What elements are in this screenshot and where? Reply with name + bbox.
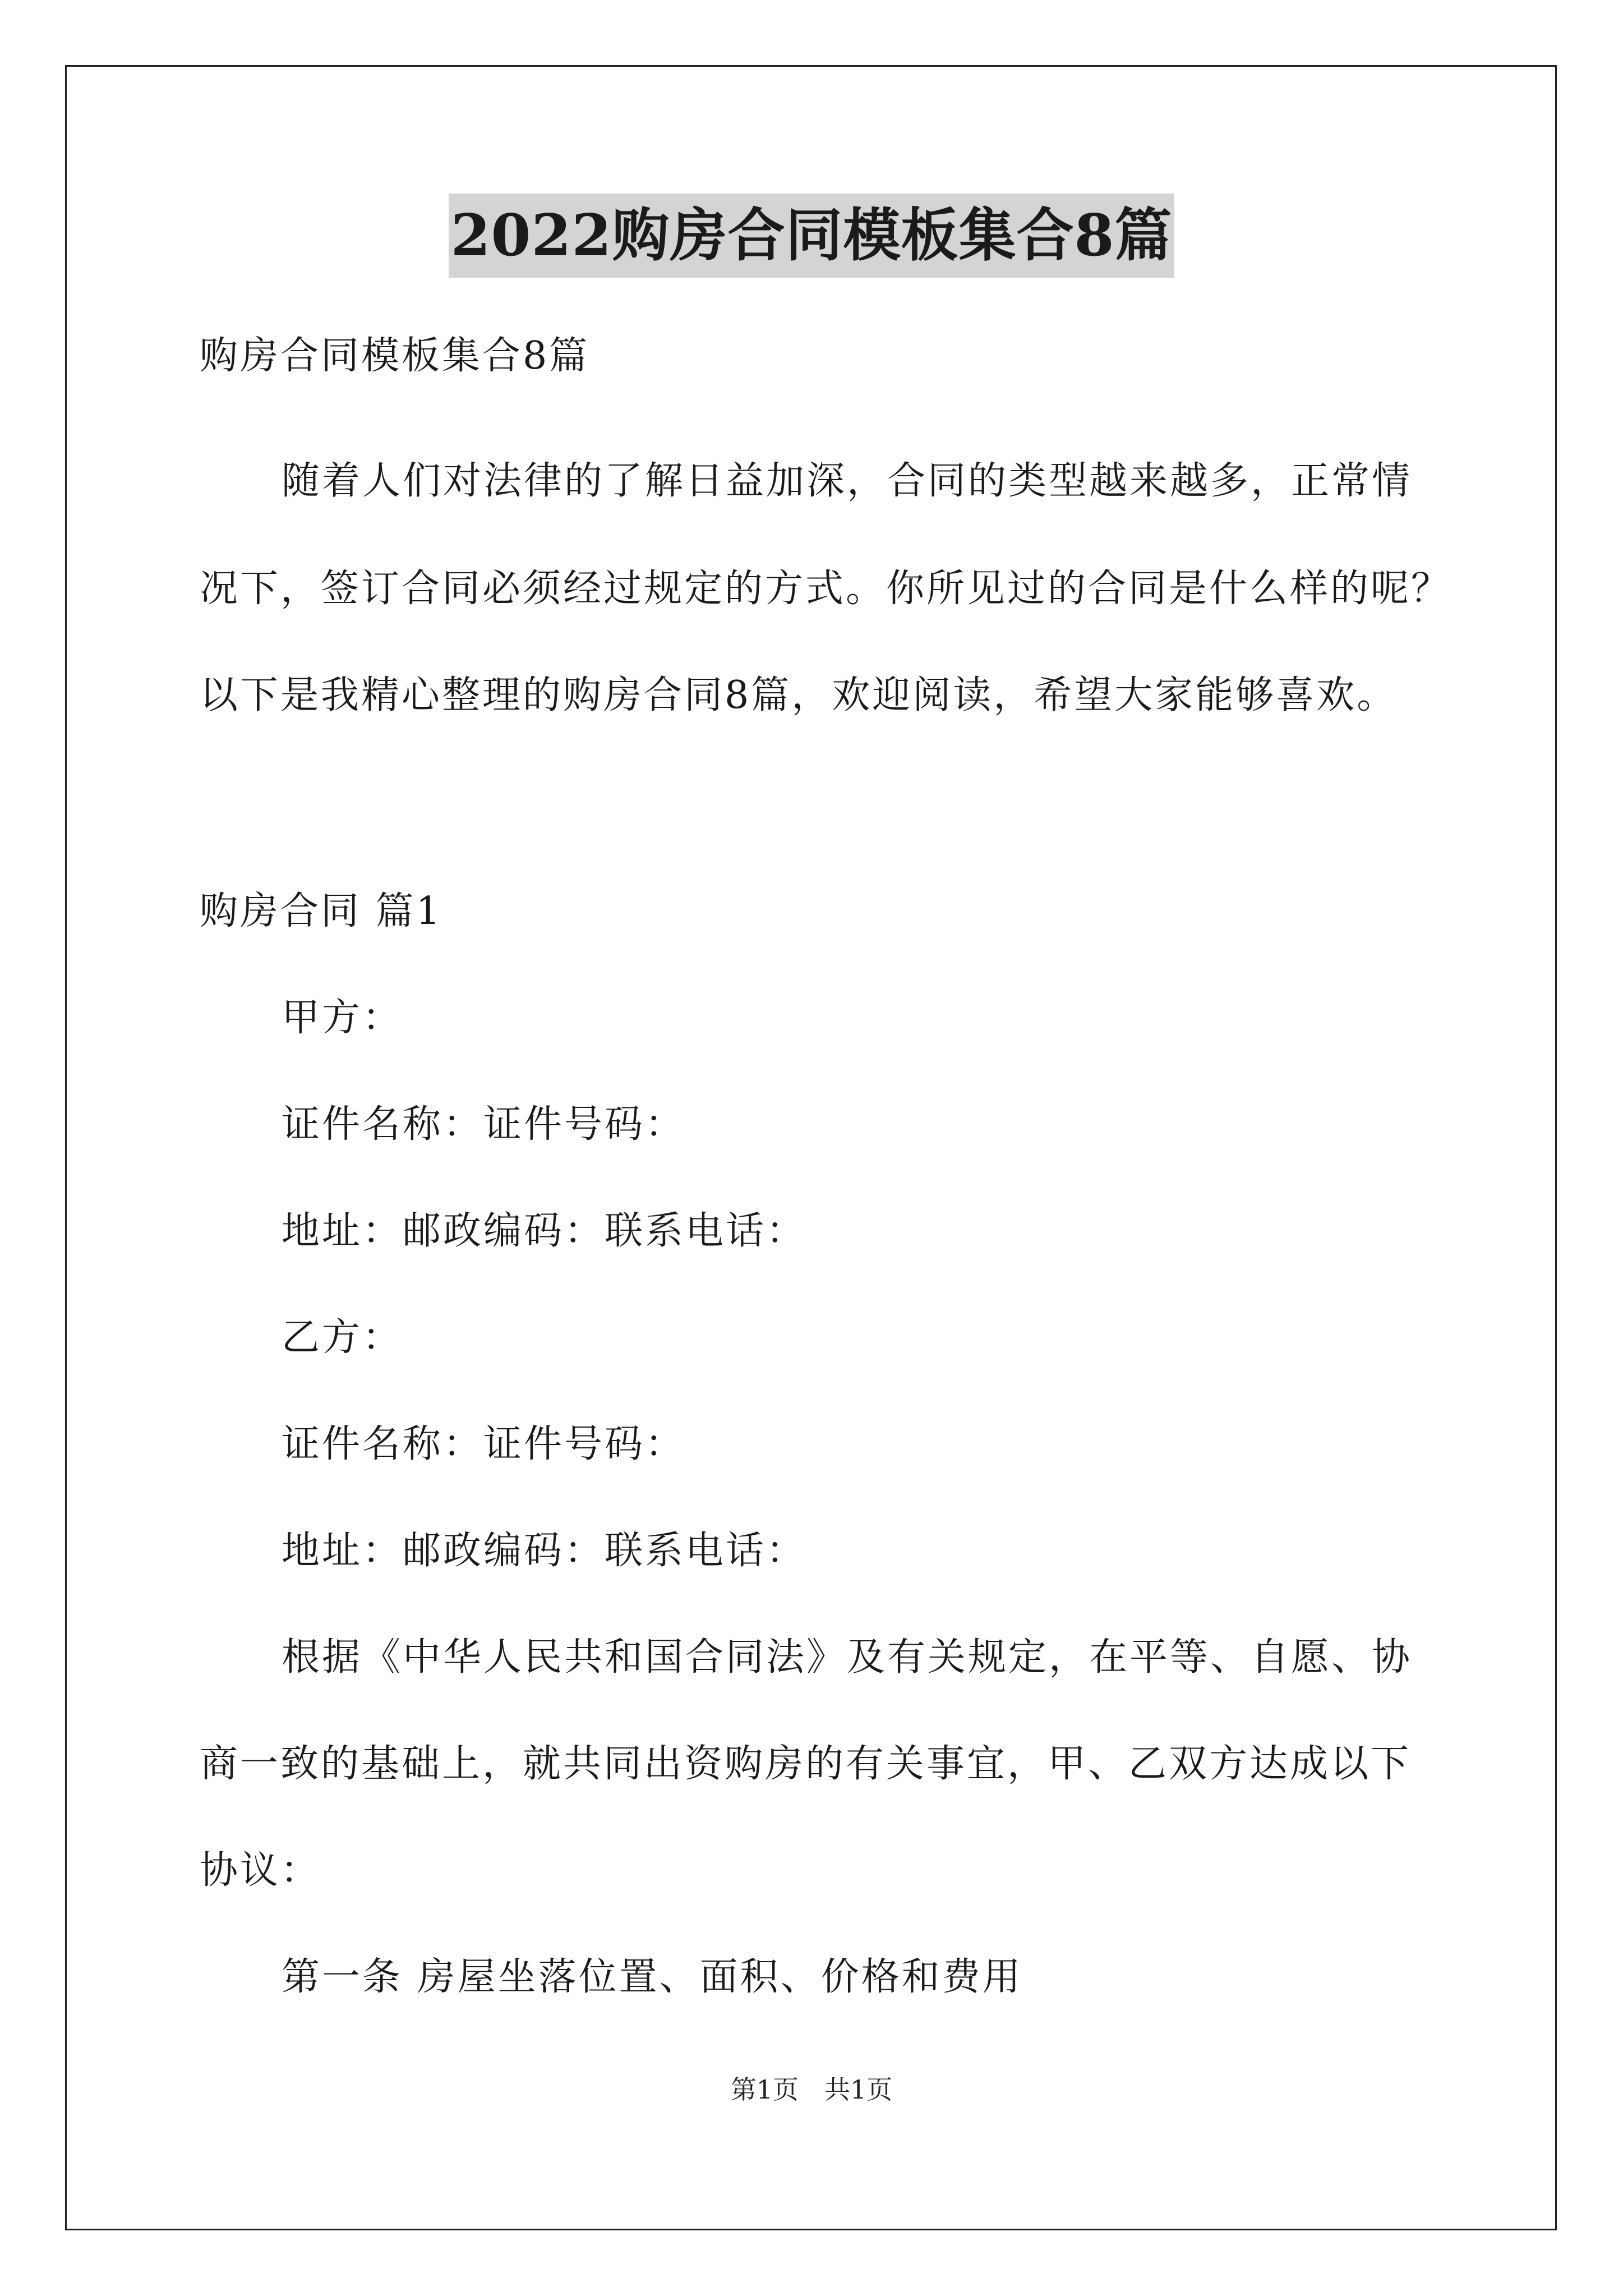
- party-b-label: 乙方：: [282, 1315, 403, 1360]
- party-a-label: 甲方：: [282, 996, 403, 1040]
- basis-line-3: 协议：: [200, 1848, 321, 1893]
- intro-line-1: 随着人们对法律的了解日益加深，合同的类型越来越多，正常情: [282, 459, 1413, 503]
- page-number-total: 共1页: [824, 2074, 893, 2105]
- document-title-text: 2022购房合同模板集合8篇: [449, 194, 1175, 278]
- page-footer: [0, 2073, 1623, 2106]
- intro-line-3: 以下是我精心整理的购房合同8篇，欢迎阅读，希望大家能够喜欢。: [200, 673, 1398, 717]
- article-1-heading: 第一条 房屋坐落位置、面积、价格和费用: [282, 1955, 1023, 1999]
- party-a-id-line: 证件名称：证件号码：: [282, 1102, 686, 1147]
- page-number-current: 第1页: [730, 2074, 799, 2105]
- party-b-contact-line: 地址：邮政编码：联系电话：: [282, 1529, 807, 1573]
- intro-line-2: 况下，签订合同必须经过规定的方式。你所见过的合同是什么样的呢？: [200, 567, 1452, 611]
- basis-line-1: 根据《中华人民共和国合同法》及有关规定，在平等、自愿、协: [282, 1635, 1413, 1680]
- basis-line-2: 商一致的基础上，就共同出资购房的有关事宜，甲、乙双方达成以下: [200, 1742, 1412, 1786]
- document-subtitle: 购房合同模板集合8篇: [200, 334, 590, 378]
- party-b-id-line: 证件名称：证件号码：: [282, 1422, 686, 1466]
- party-a-contact-line: 地址：邮政编码：联系电话：: [282, 1209, 807, 1253]
- section-heading: 购房合同 篇1: [200, 889, 442, 933]
- document-title: [0, 194, 1623, 278]
